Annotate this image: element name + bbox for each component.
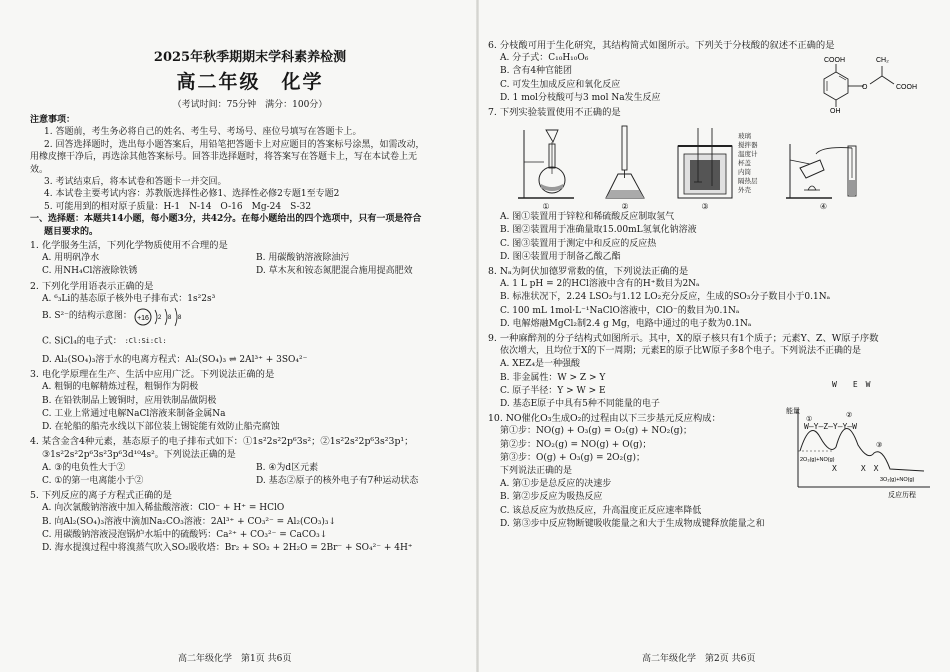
option-d: D. 基态②原子的核外电子有7种运动状态: [256, 475, 419, 486]
question-8-stem: 8. Nₐ为阿伏加德罗常数的值，下列说法正确的是: [488, 266, 689, 278]
subject-title: 高二年级 化学: [176, 71, 324, 93]
question-2-stem: 2. 下列化学用语表示正确的是: [30, 280, 154, 292]
option-c: C. 图③装置用于测定中和反应的反应热: [500, 238, 657, 249]
mol-label-cooh: COOH: [824, 57, 845, 64]
option-c: C. 可发生加成反应和氧化反应: [500, 79, 621, 90]
nucleus-charge: +16: [136, 315, 149, 323]
option-d: D. 1 mol分枝酸可与3 mol Na发生反应: [500, 92, 661, 103]
option-c: C. 用NH₄Cl溶液除铁锈: [42, 266, 138, 277]
option-c-row: [30, 328, 470, 354]
option-b: B. 用碳酸钠溶液除油污: [256, 253, 350, 264]
label-shell: 外壳: [738, 186, 751, 195]
option-a: A. 图①装置用于锌粒和稀硫酸反应制取氢气: [500, 212, 675, 223]
option-d: D. 在轮船的船壳水线以下部位装上锡锭能有效防止船壳腐蚀: [42, 422, 280, 433]
page-footer: 高二年级化学 第1页 共6页: [178, 654, 292, 664]
option-a: A. 1 L pH = 2的HCl溶液中含有的H⁺数目为2Nₐ: [500, 279, 700, 290]
question-1-stem: 1. 化学服务生活，下列化学物质使用不合理的是: [30, 240, 228, 252]
note-line: 1. 答题前，考生务必将自己的姓名、考生号、考场号、座位号填写在答题卡上。: [44, 127, 362, 138]
option-b: B. 在铅铁制品上镀铜时，应用铁制品做阴极: [42, 395, 217, 406]
label-stirrer: 搅拌器: [738, 141, 758, 150]
label-lid: 杯盖: [738, 159, 751, 168]
svg-text:O: O: [862, 84, 868, 91]
figure-4: [782, 124, 866, 211]
option-b: B. S²⁻的结构示意图：: [42, 311, 132, 322]
option-d: D. 草木灰和铵态氮肥混合施用提高肥效: [256, 266, 413, 277]
option-a: A. XEZ₄是一种强酸: [500, 359, 581, 370]
calorimeter-icon: [674, 124, 736, 202]
option-b: B. 非金属性：W > Z > Y: [500, 372, 606, 383]
start-state-label: 2O₃(g)+NO(g): [800, 457, 835, 464]
label-inner: 内筒: [738, 168, 751, 177]
question-1-options-row2: [30, 265, 470, 278]
question-1-options-row1: [30, 252, 470, 265]
peak-label-3: ③: [876, 442, 883, 450]
option-c: C. 工业上常通过电解NaCl溶液来制备金属Na: [42, 408, 226, 419]
svg-text:8: 8: [177, 315, 182, 322]
figure-1: [516, 124, 576, 211]
option-a: A. 向次氯酸钠溶液中加入稀盐酸溶液：ClO⁻ + H⁺ = HClO: [42, 503, 285, 514]
notes-heading: 注意事项：: [30, 115, 76, 125]
ester-apparatus-icon: [782, 124, 866, 202]
peak-label-1: ①: [806, 416, 813, 424]
question-4-stem: 4. 某含金含4种元素，基态原子的电子排布式如下：①1s²2s²2p⁶3s²；②1s²2s²2p⁶3s²3p¹；: [30, 436, 414, 448]
question-3-stem: 3. 电化学原理在生产、生活中应用广泛。下列说法正确的是: [30, 369, 275, 381]
option-c: C. 该总反应为放热反应，升高温度正反应速率降低: [500, 505, 702, 516]
option-d: D. 电解熔融MgCl₂制2.4 g Mg，电路中通过的电子数为0.1Nₐ: [500, 318, 752, 329]
option-a: A. 第①步是总反应的决速步: [500, 479, 612, 490]
option-c: C. ①的第一电离能小于②: [42, 475, 144, 486]
question-10-stem: 10. NO催化O₃生成O₂的过程由以下三步基元反应构成：: [488, 413, 721, 425]
note-line: 4. 本试卷主要考试内容：苏教版选择性必修1、选择性必修2专题1至专题2: [44, 189, 340, 200]
option-b: B. 标准状况下，2.24 LSO₂与1.12 LO₂充分反应，生成的SO₃分子数目小于0.1Nₐ: [500, 292, 831, 303]
question-4-stem-cont: ③1s²2s²2p⁶3s²3p⁶3d¹⁰4s²。下列说法正确的是: [42, 449, 236, 460]
page-two: [478, 0, 950, 672]
option-d: D. Al₂(SO₄)₃溶于水的电离方程式：Al₂(SO₄)₃ ⇌ 2Al³⁺ + 3SO₄²⁻: [42, 355, 308, 366]
note-line: 2. 回答选择题时，选出每小题答案后，用铅笔把答题卡上对应题目的答案标号涂黑，如需改动，: [44, 139, 425, 150]
mol-label-oh: OH: [830, 108, 841, 114]
option-d: D. 海水提溴过程中将溴蒸气吹入SO₂吸收塔：Br₂ + SO₂ + 2H₂O = 2Br⁻ + SO₄²⁻ + 4H⁺: [42, 542, 413, 553]
exam-info: （考试时间：75分钟 满分：100分）: [172, 100, 328, 110]
option-c: C. SiCl₄的电子式：: [42, 336, 122, 347]
mol-label-ch2: CH₂: [876, 57, 889, 64]
option-b: B. 图②装置用于准确量取15.00mL氢氧化钠溶液: [500, 225, 697, 236]
step-1: 第①步：NO(g) + O₃(g) = O₂(g) + NO₂(g)；: [500, 426, 693, 437]
section-heading: 一、选择题：本题共14小题，每小题3分，共42分。在每小题给出的四个选项中，只有一项是符合: [30, 214, 422, 225]
note-line: 3. 考试结束后，将本试卷和答题卡一并交回。: [44, 177, 227, 188]
option-d: D. 基态E原子中具有5种不同能量的电子: [500, 399, 660, 410]
exam-title: 2025年秋季期期末学科素养检测: [153, 50, 347, 65]
graph-y-label: 能量: [786, 408, 800, 416]
figure-3: [674, 124, 758, 211]
option-b: B. 第②步反应为吸热反应: [500, 492, 603, 503]
option-d: D. 第③步中反应物断键吸收能量之和大于生成物成键释放能量之和: [500, 518, 765, 529]
option-a: A. ③的电负性大于②: [42, 462, 126, 473]
question-6-stem: 6. 分枝酸可用于生化研究，其结构简式如图所示。下列关于分枝酸的叙述不正确的是: [488, 40, 835, 51]
note-line: 效。: [30, 164, 49, 175]
option-a: A. 分子式：C₁₀H₁₀O₆: [500, 53, 589, 64]
end-state-label: 3O₂(g)+NO(g): [880, 477, 915, 484]
figure-2: [600, 124, 650, 211]
label-insulation: 隔热层: [738, 177, 758, 186]
option-a: A. 用明矾净水: [42, 253, 100, 264]
figure-label: ④: [819, 202, 828, 212]
mol-label-cooh-2: COOH: [896, 84, 917, 91]
question-5-stem: 5. 下列反应的离子方程式正确的是: [30, 490, 172, 502]
note-line: 用橡皮擦干净后，再选涂其他答案标号。回答非选择题时，将答案写在答题卡上，写在本试卷上无: [30, 152, 418, 163]
question-4-options-row1: [30, 462, 470, 475]
chorismic-acid-structure: [818, 52, 943, 114]
label-glass: 玻璃: [738, 132, 751, 141]
step-2: 第②步：NO₂(g) = NO(g) + O(g)；: [500, 439, 652, 450]
burette-flask-icon: [600, 124, 650, 202]
note-line: 5. 可能用到的相对原子质量：H-1 N-14 O-16 Mg-24 S-32: [44, 201, 312, 212]
option-d: D. 图④装置用于制备乙酸乙酯: [500, 251, 621, 262]
electron-formula: :Cl:Si:Cl:: [124, 337, 167, 346]
option-a: A. ⁶₃Li的基态原子核外电子排布式：1s²2s³: [42, 293, 216, 304]
option-b-row: [30, 306, 470, 328]
option-c: C. 100 mL 1mol·L⁻¹NaClO溶液中，ClO⁻的数目为0.1Nₐ: [500, 305, 740, 316]
option-b: B. 向Al₂(SO₄)₃溶液中滴加Na₂CO₃溶液：2Al³⁺ + CO₃²⁻ = Al₂(CO₃)₃↓: [42, 516, 337, 527]
svg-text:2: 2: [157, 315, 162, 322]
structure-middle: W—Y—Z—Y—Y—W: [804, 422, 857, 432]
option-c: C. 原子半径：Y > W > E: [500, 385, 606, 396]
question-9-stem-cont: 依次增大，且均位于X的下一周期；元素E的原子比W原子多8个电子。下列说法不正确的是: [500, 346, 861, 357]
question-10-ask: 下列说法正确的是: [500, 466, 573, 477]
structure-top: W E W: [832, 380, 871, 390]
graph-x-label: 反应历程: [888, 492, 916, 500]
label-thermometer: 温度计: [738, 150, 758, 159]
option-b: B. 含有4种官能团: [500, 66, 573, 77]
ion-structure-diagram: [132, 306, 192, 328]
energy-profile-graph: [784, 403, 934, 501]
option-b: B. ④为d区元素: [256, 462, 319, 473]
option-a: A. 粗铜的电解精炼过程，粗铜作为阴极: [42, 382, 199, 393]
section-heading-cont: 题目要求的。: [44, 226, 99, 237]
peak-label-2: ②: [846, 412, 853, 420]
figure-label: ②: [621, 202, 629, 212]
flask-apparatus-icon: [516, 124, 576, 202]
question-9-stem: 9. 一种麻醉剂的分子结构式如图所示。其中，X的原子核只有1个质子；元素Y、Z、W原子序数: [488, 333, 879, 345]
page-footer: 高二年级化学 第2页 共6页: [642, 654, 756, 664]
figure-label: ①: [542, 202, 550, 212]
question-4-options-row2: [30, 475, 470, 488]
step-3: 第③步：O(g) + O₃(g) = 2O₂(g)；: [500, 452, 645, 463]
option-c: C. 用碳酸钠溶液浸泡锅炉水垢中的硫酸钙：Ca²⁺ + CO₃²⁻ = CaCO₃↓: [42, 529, 328, 540]
svg-text:8: 8: [167, 315, 172, 322]
figure-label: ③: [701, 202, 709, 212]
question-7-stem: 7. 下列实验装置使用不正确的是: [488, 107, 621, 119]
apparatus-figures: [488, 119, 940, 211]
structure-bottom: X X X: [832, 464, 879, 474]
